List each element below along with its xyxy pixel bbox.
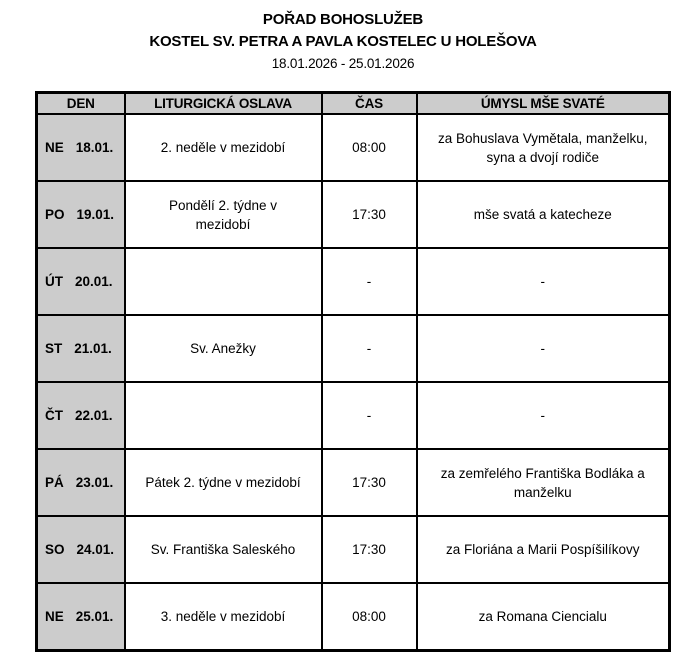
day-label — [38, 138, 124, 157]
table-row — [37, 248, 670, 315]
table-row — [37, 382, 670, 449]
day-label — [38, 406, 124, 425]
day-date: 18.01. — [75, 140, 114, 155]
day-label — [38, 205, 124, 224]
day-label — [38, 272, 124, 291]
day-abbr: PÁ — [45, 475, 64, 490]
time-cell: 17:30 — [322, 449, 417, 516]
day-abbr: ST — [45, 341, 63, 356]
time-cell: 08:00 — [322, 583, 417, 650]
day-date: 20.01. — [75, 274, 113, 289]
day-abbr: ÚT — [45, 274, 63, 289]
day-cell — [37, 114, 125, 181]
table-header-row — [37, 93, 670, 115]
day-cell — [37, 583, 125, 650]
day-cell — [37, 382, 125, 449]
day-date: 23.01. — [75, 475, 114, 490]
day-abbr: SO — [45, 542, 65, 557]
celebration-cell — [125, 382, 322, 449]
day-date: 21.01. — [74, 341, 112, 356]
table-row — [37, 114, 670, 181]
col-header-intention: ÚMYSL MŠE SVATÉ — [417, 93, 670, 115]
day-cell — [37, 315, 125, 382]
time-cell: - — [322, 248, 417, 315]
time-cell: 08:00 — [322, 114, 417, 181]
day-label — [38, 339, 124, 358]
day-date: 24.01. — [76, 542, 115, 557]
col-header-celebration: LITURGICKÁ OSLAVA — [125, 93, 322, 115]
col-header-day: DEN — [37, 93, 125, 115]
day-cell — [37, 516, 125, 583]
celebration-cell: Pátek 2. týdne v mezidobí — [125, 449, 322, 516]
day-abbr: ČT — [45, 408, 63, 423]
intention-cell: - — [417, 382, 670, 449]
time-cell: - — [322, 382, 417, 449]
celebration-cell: Sv. Františka Saleského — [125, 516, 322, 583]
celebration-cell: Sv. Anežky — [125, 315, 322, 382]
schedule-table — [35, 91, 671, 652]
time-cell: 17:30 — [322, 516, 417, 583]
intention-cell: za Floriána a Marii Pospíšilíkovy — [417, 516, 670, 583]
intention-cell: mše svatá a katecheze — [417, 181, 670, 248]
page-title: POŘAD BOHOSLUŽEB — [262, 11, 424, 28]
date-range: 18.01.2026 - 25.01.2026 — [271, 56, 415, 71]
table-row — [37, 315, 670, 382]
day-abbr: NE — [45, 140, 64, 155]
day-label — [38, 607, 124, 626]
day-abbr: PO — [45, 207, 65, 222]
day-date: 19.01. — [76, 207, 115, 222]
intention-cell: za zemřelého Františka Bodláka a manželku — [417, 449, 670, 516]
church-name: KOSTEL SV. PETRA A PAVLA KOSTELEC U HOLEŠOVA — [149, 33, 537, 50]
intention-cell: za Romana Ciencialu — [417, 583, 670, 650]
day-label — [38, 473, 124, 492]
table-row — [37, 583, 670, 650]
table-row — [37, 449, 670, 516]
celebration-cell — [125, 248, 322, 315]
time-cell: - — [322, 315, 417, 382]
celebration-cell: Pondělí 2. týdne v mezidobí — [125, 181, 322, 248]
celebration-cell: 3. neděle v mezidobí — [125, 583, 322, 650]
intention-cell: - — [417, 315, 670, 382]
day-date: 22.01. — [75, 408, 113, 423]
table-row — [37, 516, 670, 583]
time-cell: 17:30 — [322, 181, 417, 248]
day-cell — [37, 449, 125, 516]
intention-cell: za Bohuslava Vymětala, manželku, syna a dvojí rodiče — [417, 114, 670, 181]
celebration-cell: 2. neděle v mezidobí — [125, 114, 322, 181]
intention-cell: - — [417, 248, 670, 315]
day-abbr: NE — [45, 608, 64, 624]
col-header-time: ČAS — [322, 93, 417, 115]
page-header — [0, 0, 686, 75]
table-row — [37, 181, 670, 248]
day-date: 25.01. — [75, 608, 114, 624]
day-cell — [37, 248, 125, 315]
day-cell — [37, 181, 125, 248]
day-label — [38, 540, 124, 559]
